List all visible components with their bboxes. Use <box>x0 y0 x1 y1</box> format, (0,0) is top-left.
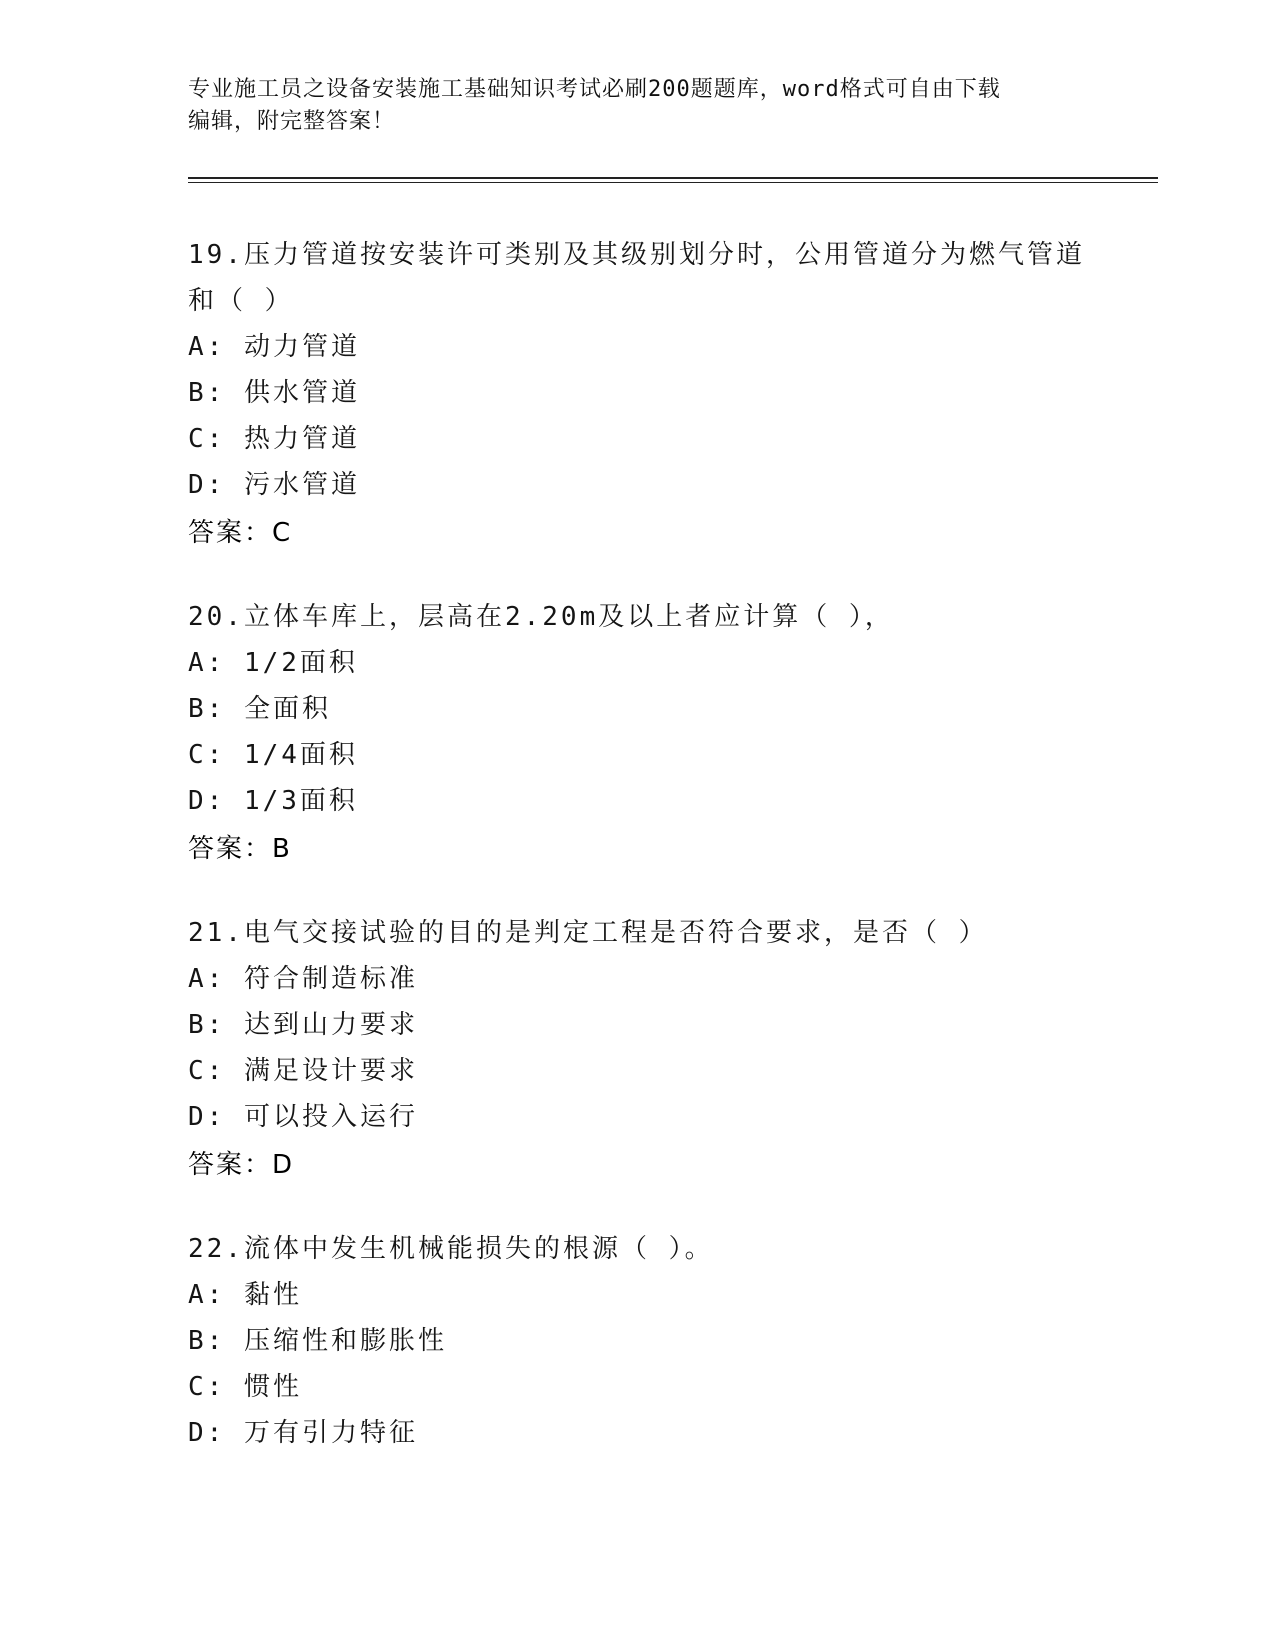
option-c: C: 热力管道 <box>188 424 360 454</box>
question-stem: 19.压力管道按安装许可类别及其级别划分时，公用管道分为燃气管道 <box>188 240 1085 270</box>
header-line-1: 专业施工员之设备安装施工基础知识考试必刷200题题库，word格式可自由下载 <box>188 77 1001 102</box>
option-c: C: 满足设计要求 <box>188 1056 418 1086</box>
header-divider-thin <box>188 182 1158 183</box>
option-c: C: 1/4面积 <box>188 740 358 770</box>
header-divider-thick <box>188 177 1158 179</box>
question-stem: 21.电气交接试验的目的是判定工程是否符合要求，是否（ ） <box>188 918 988 948</box>
document-header <box>188 74 1088 138</box>
option-b: B: 压缩性和膨胀性 <box>188 1326 447 1356</box>
answer-label: 答案：D <box>188 1150 295 1180</box>
option-a: A: 1/2面积 <box>188 648 358 678</box>
header-line-2: 编辑，附完整答案！ <box>188 109 396 134</box>
question-20 <box>188 594 1088 872</box>
option-b: B: 供水管道 <box>188 378 360 408</box>
option-b: B: 达到山力要求 <box>188 1010 418 1040</box>
option-a: A: 动力管道 <box>188 332 360 362</box>
question-22 <box>188 1226 1088 1456</box>
question-stem-continued: 和（ ） <box>188 286 294 316</box>
question-21 <box>188 910 1088 1188</box>
option-a: A: 符合制造标准 <box>188 964 418 994</box>
option-d: D: 污水管道 <box>188 470 360 500</box>
option-d: D: 可以投入运行 <box>188 1102 418 1132</box>
question-stem: 20.立体车库上，层高在2.20m及以上者应计算（ ）， <box>188 602 894 632</box>
option-d: D: 1/3面积 <box>188 786 358 816</box>
answer-label: 答案：C <box>188 518 293 548</box>
answer-label: 答案：B <box>188 834 292 864</box>
question-stem: 22.流体中发生机械能损失的根源（ ）。 <box>188 1234 714 1264</box>
question-19 <box>188 232 1088 556</box>
option-c: C: 惯性 <box>188 1372 302 1402</box>
option-a: A: 黏性 <box>188 1280 302 1310</box>
question-list <box>188 232 1088 1494</box>
option-b: B: 全面积 <box>188 694 331 724</box>
option-d: D: 万有引力特征 <box>188 1418 418 1448</box>
